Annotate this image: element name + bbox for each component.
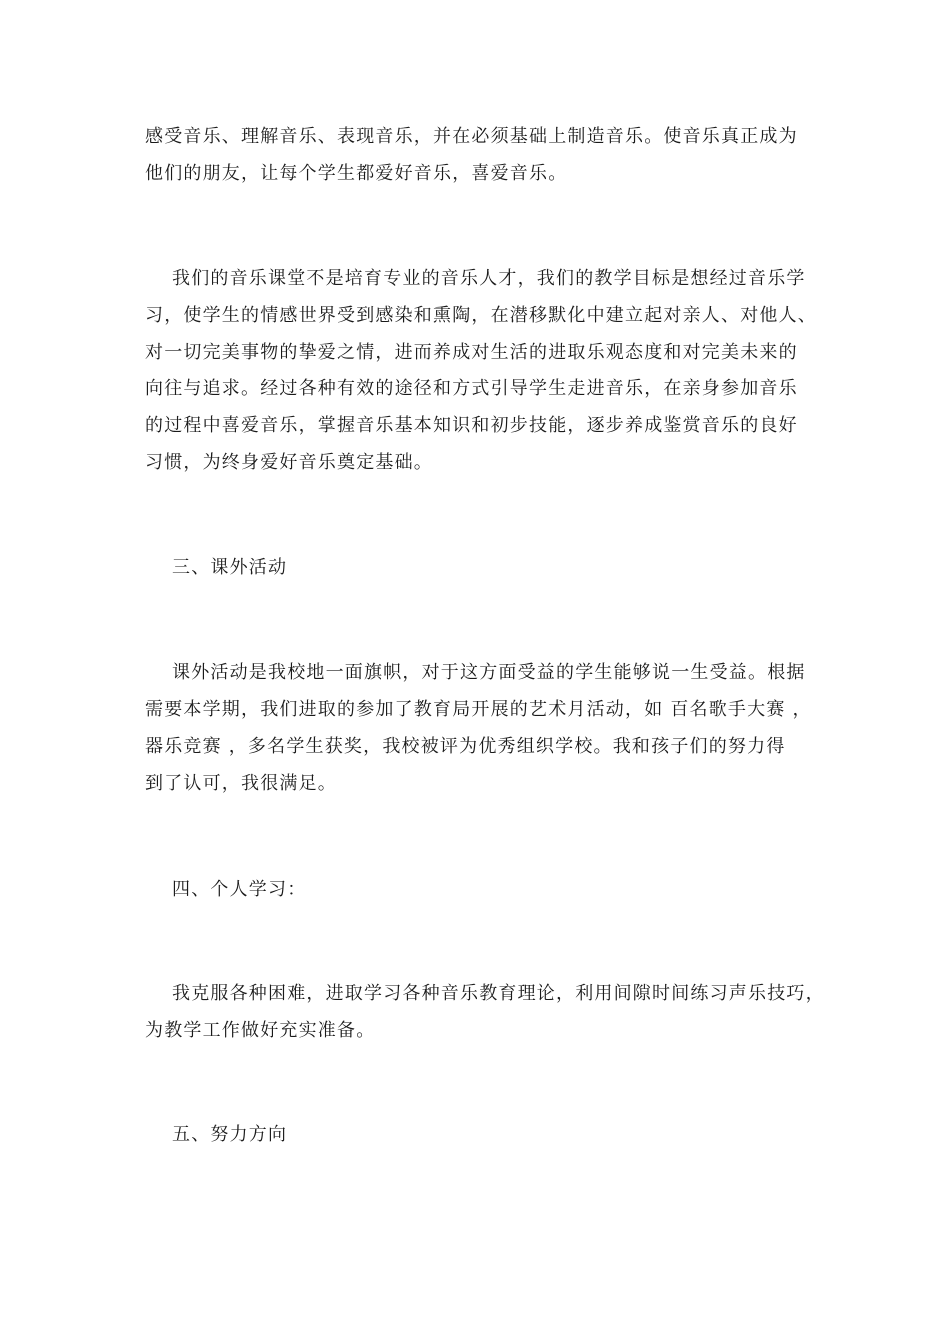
paragraph-2-line-5: 的过程中喜爱音乐，掌握音乐基本知识和初步技能，逐步养成鉴赏音乐的良好 <box>145 415 798 436</box>
paragraph-3-line-1: 课外活动是我校地一面旗帜，对于这方面受益的学生能够说一生受益。根据 <box>172 662 806 683</box>
paragraph-2-line-6: 习惯，为终身爱好音乐奠定基础。 <box>145 452 433 473</box>
paragraph-2-line-4: 向往与追求。经过各种有效的途径和方式引导学生走进音乐，在亲身参加音乐 <box>145 378 798 399</box>
paragraph-2-line-3: 对一切完美事物的挚爱之情，进而养成对生活的进取乐观态度和对完美未来的 <box>145 342 798 363</box>
section-heading-4: 四、个人学习： <box>172 879 307 900</box>
paragraph-3-line-3: 器乐竞赛 ，多名学生获奖，我校被评为优秀组织学校。我和孩子们的努力得 <box>145 736 786 757</box>
section-heading-3: 三、课外活动 <box>172 557 288 578</box>
paragraph-2-line-1: 我们的音乐课堂不是培育专业的音乐人才，我们的教学目标是想经过音乐学 <box>172 268 806 289</box>
section-heading-5: 五、努力方向 <box>172 1124 288 1145</box>
paragraph-1-line-2: 他们的朋友，让每个学生都爱好音乐，喜爱音乐。 <box>145 163 568 184</box>
paragraph-3-line-4: 到了认可，我很满足。 <box>145 773 337 794</box>
paragraph-2-line-2: 习，使学生的情感世界受到感染和熏陶，在潜移默化中建立起对亲人、对他人、 <box>145 305 817 326</box>
paragraph-3-line-2: 需要本学期，我们进取的参加了教育局开展的艺术月活动，如 百名歌手大赛 ， <box>145 699 812 720</box>
paragraph-1-line-1: 感受音乐、理解音乐、表现音乐，并在必须基础上制造音乐。使音乐真正成为 <box>145 126 798 147</box>
paragraph-4-line-1: 我克服各种困难，进取学习各种音乐教育理论，利用间隙时间练习声乐技巧， <box>172 983 825 1004</box>
paragraph-4-line-2: 为教学工作做好充实准备。 <box>145 1020 376 1041</box>
